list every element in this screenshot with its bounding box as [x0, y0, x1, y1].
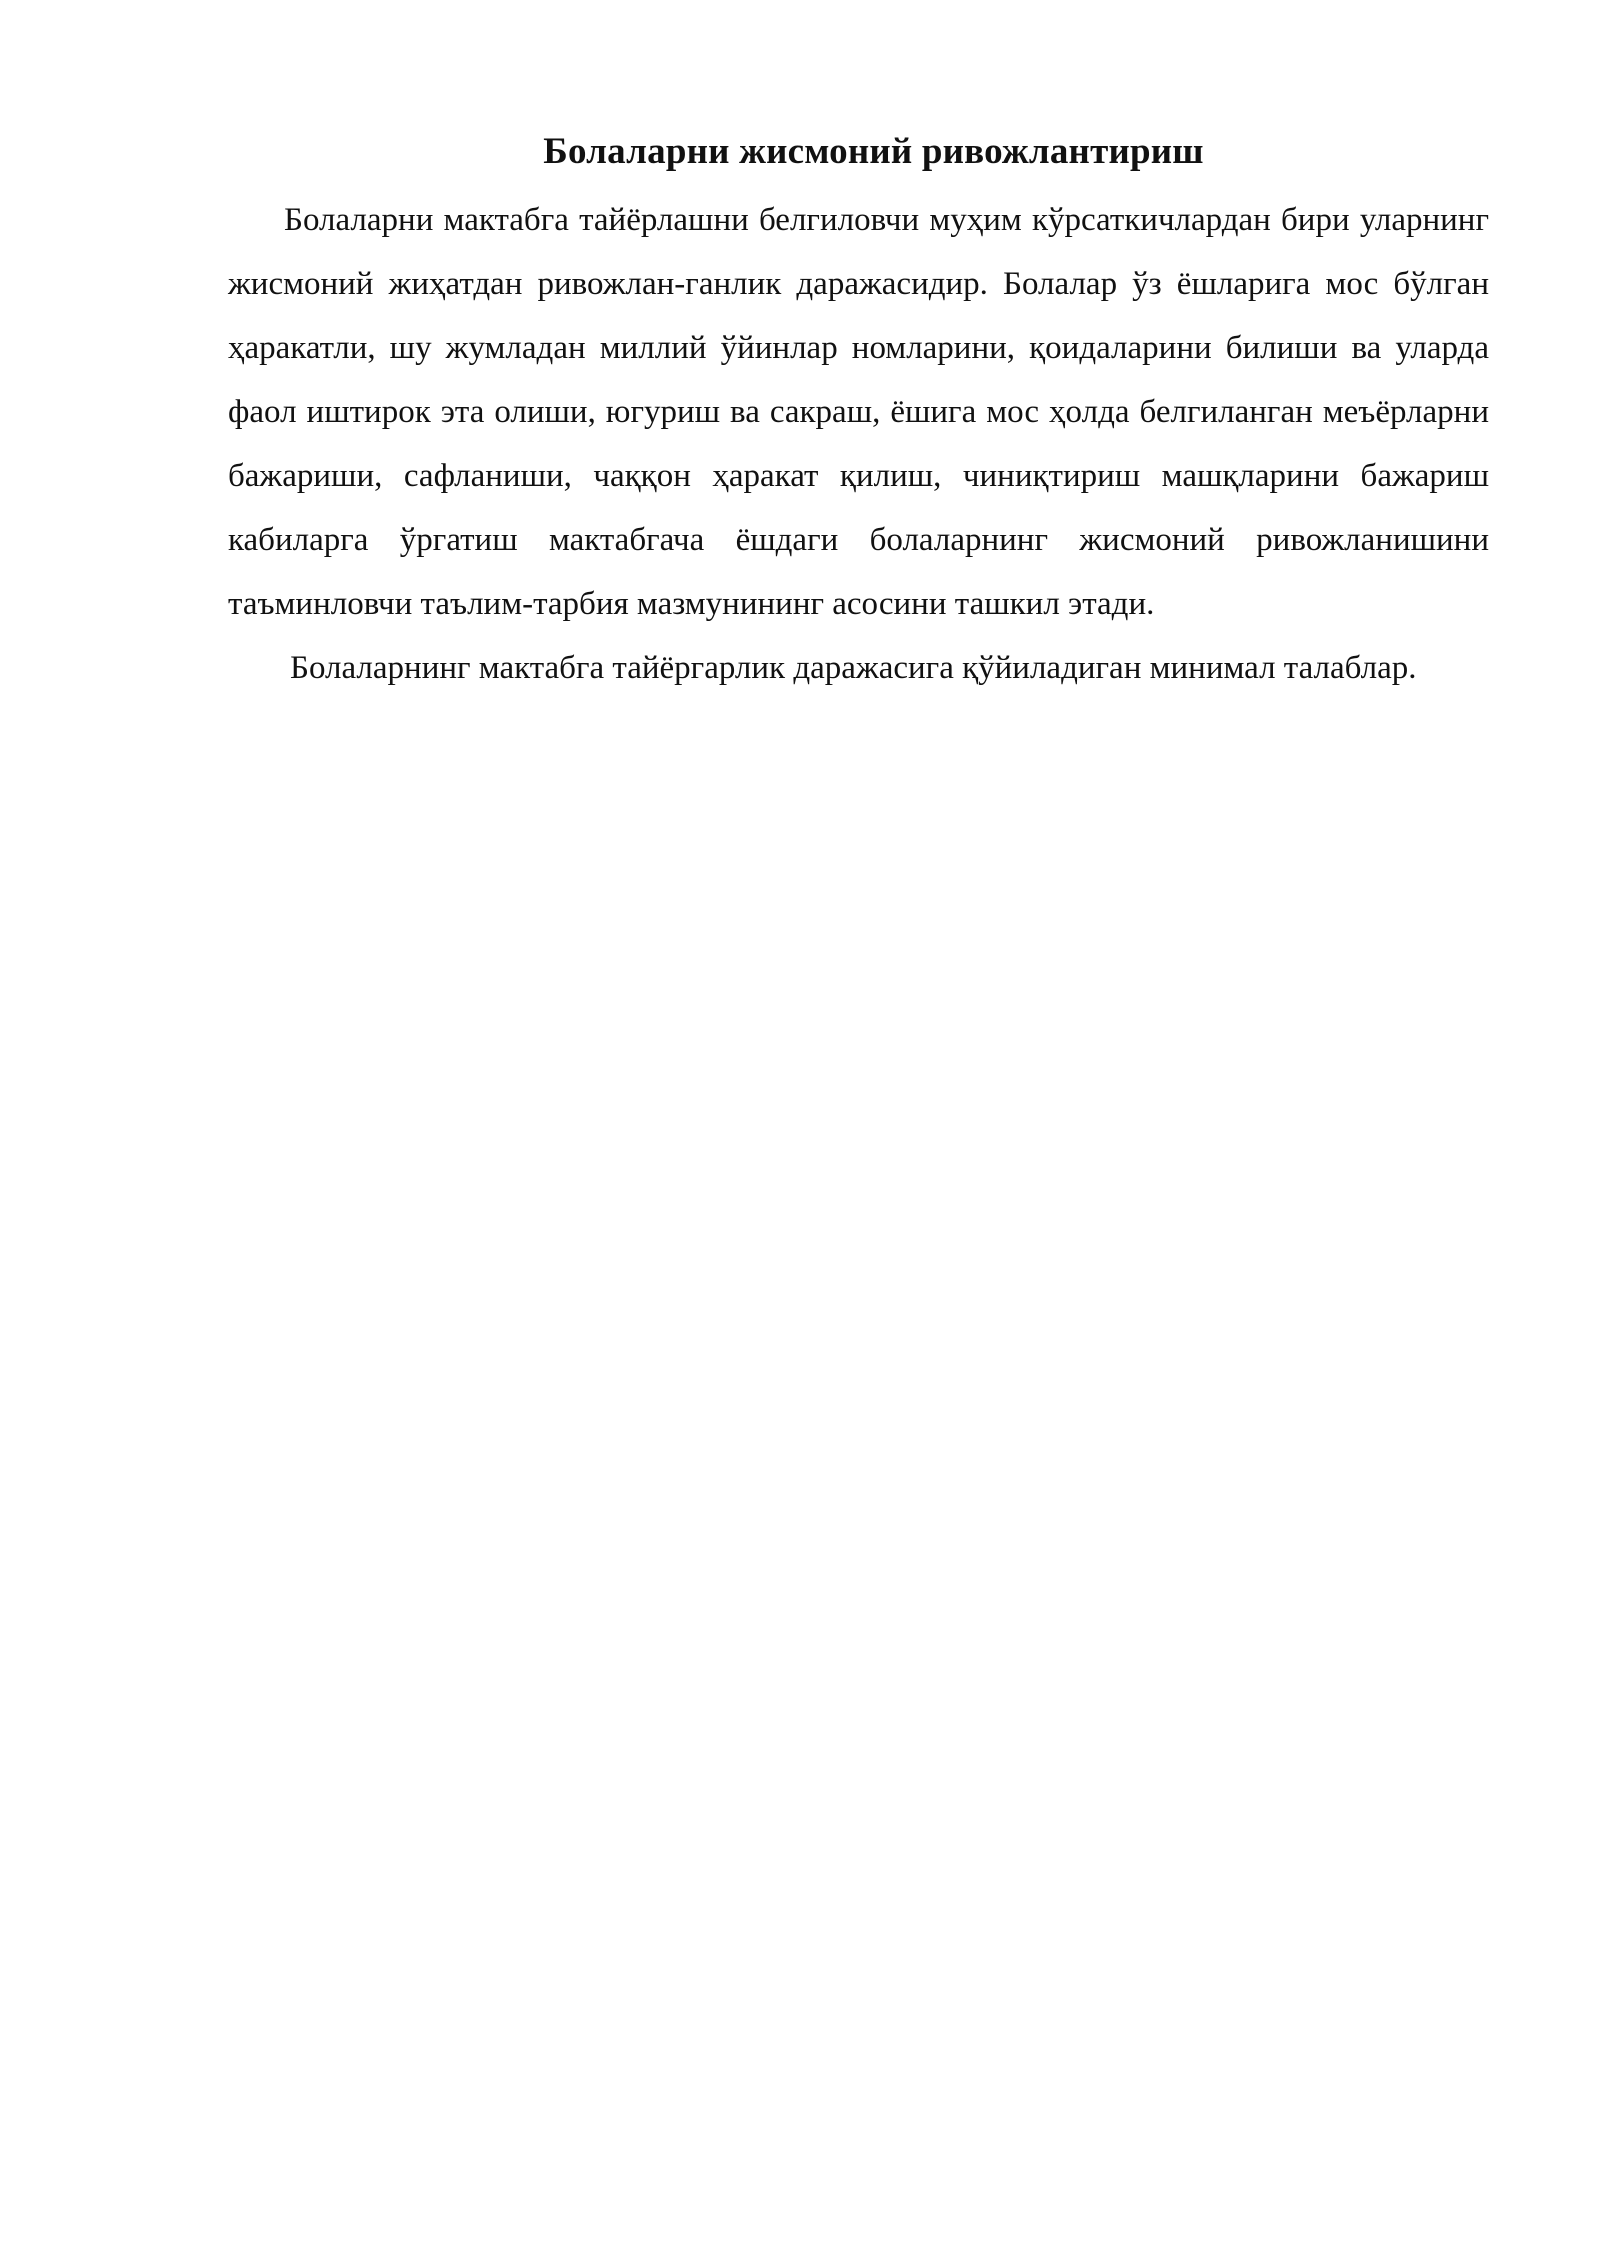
- paragraph-minimum-requirements: Болаларнинг мактабга тайёргарлик даражасига қўйиладиган минимал талаблар.: [290, 650, 1417, 686]
- document-title: Болаларни жисмоний ривожлантириш: [543, 131, 1204, 172]
- document-body: [228, 128, 1489, 700]
- paragraph-physical-development: Болаларни мактабга тайёрлашни белгиловчи муҳим кўрсаткичлардан бири уларнинг жисмоний жиҳатдан ривожлан-ганлик даражасидир. Болалар ўз ёшларига мос бўлган ҳаракатли, шу жумладан миллий ўйинлар номларини, қоидаларини билиши ва уларда фаол иштирок эта олиши, югуриш ва сакраш, ёшига мос ҳолда белгиланган меъёрларни бажариши, сафланиши, чаққон ҳаракат қилиш, чиниқтириш машқларини бажариш кабиларга ўргатиш мактабгача ёшдаги болаларнинг жисмоний ривожланишини таъминловчи таълим-тарбия мазмунининг асосини ташкил этади.: [228, 202, 1489, 622]
